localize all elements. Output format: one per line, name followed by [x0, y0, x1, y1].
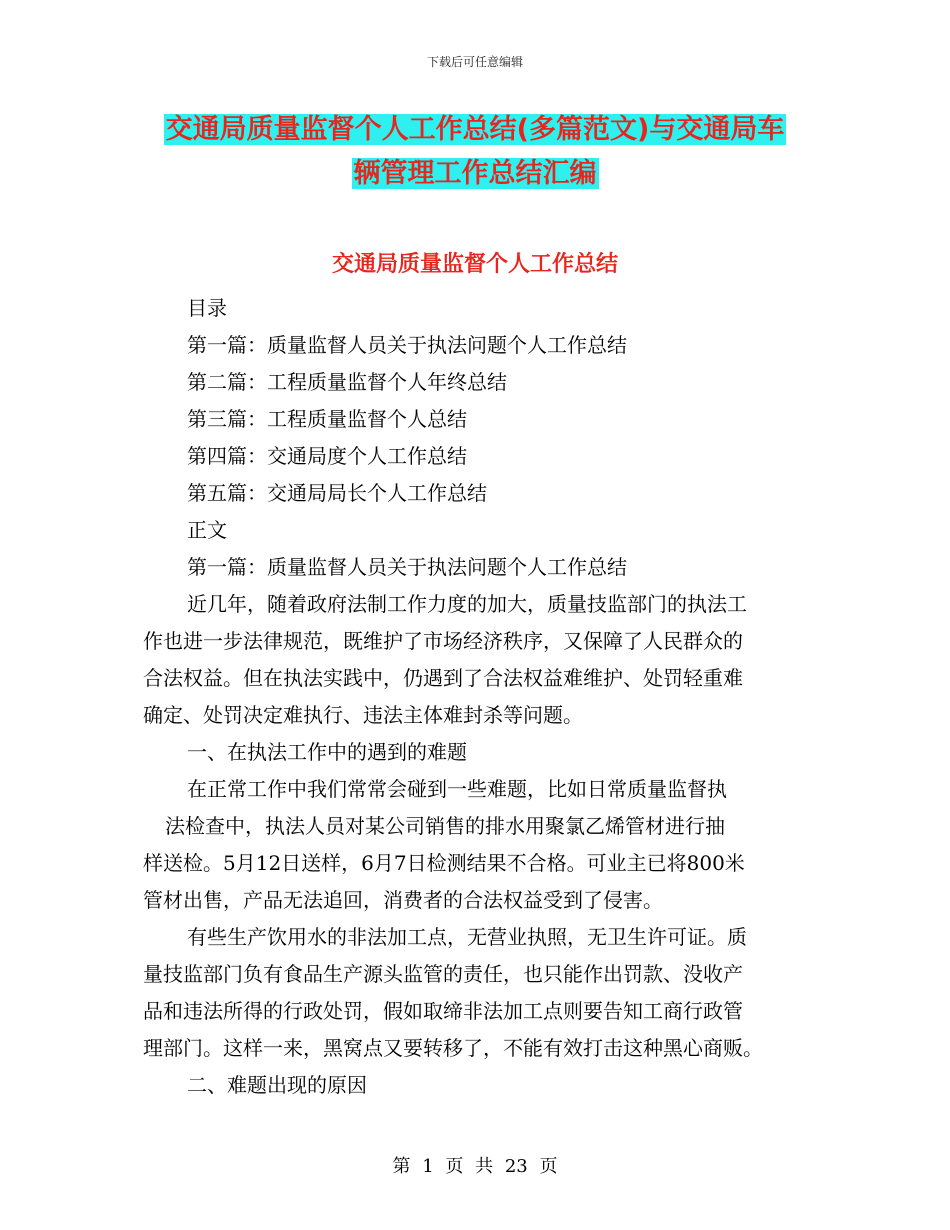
- toc-item-3: 第三篇：工程质量监督个人总结: [187, 407, 467, 431]
- paragraph-line: 作也进一步法律规范，既维护了市场经济秩序，又保障了人民群众的: [143, 629, 743, 653]
- paragraph-line: 近几年，随着政府法制工作力度的加大，质量技监部门的执法工: [187, 592, 747, 616]
- document-title-text-1: 交通局质量监督个人工作总结(多篇范文)与交通局车: [165, 114, 785, 145]
- subsection-heading-2: 二、难题出现的原因: [187, 1073, 367, 1097]
- paragraph-line: 品和违法所得的行政处罚，假如取缔非法加工点则要告知工商行政管: [143, 999, 743, 1023]
- toc-item-4: 第四篇：交通局度个人工作总结: [187, 444, 467, 468]
- paragraph-line: 管材出售，产品无法追回，消费者的合法权益受到了侵害。: [143, 888, 663, 912]
- paragraph-line: 样送检。5月12日送样，6月7日检测结果不合格。可业主已将800米: [143, 851, 745, 875]
- toc-heading: 目录: [187, 296, 227, 320]
- article-heading: 第一篇：质量监督人员关于执法问题个人工作总结: [187, 555, 627, 579]
- body-heading: 正文: [187, 518, 227, 542]
- paragraph-line: 在正常工作中我们常常会碰到一些难题，比如日常质量监督执: [187, 777, 727, 801]
- paragraph-line: 确定、处罚决定难执行、违法主体难封杀等问题。: [143, 703, 583, 727]
- document-title-line-1: [0, 110, 950, 150]
- section-title: 交通局质量监督个人工作总结: [331, 252, 618, 277]
- header-note: 下载后可任意编辑: [426, 55, 523, 69]
- paragraph-line: 量技监部门负有食品生产源头监管的责任，也只能作出罚款、没收产: [143, 962, 743, 986]
- toc-item-5: 第五篇：交通局局长个人工作总结: [187, 481, 487, 505]
- page-footer: 第 1 页 共 23 页: [392, 1156, 558, 1177]
- paragraph-line: 法检查中，执法人员对某公司销售的排水用聚氯乙烯管材进行抽: [165, 814, 725, 838]
- paragraph-line: 理部门。这样一来，黑窝点又要转移了，不能有效打击这种黑心商贩。: [143, 1036, 763, 1060]
- toc-item-1: 第一篇：质量监督人员关于执法问题个人工作总结: [187, 333, 627, 357]
- document-body: [143, 290, 808, 1104]
- document-title-text-2: 辆管理工作总结汇编: [353, 158, 597, 189]
- paragraph-line: 合法权益。但在执法实践中，仍遇到了合法权益难维护、处罚轻重难: [143, 666, 743, 690]
- document-title-line-2: [0, 154, 950, 194]
- toc-item-2: 第二篇：工程质量监督个人年终总结: [187, 370, 507, 394]
- paragraph-line: 有些生产饮用水的非法加工点，无营业执照，无卫生许可证。质: [187, 925, 747, 949]
- subsection-heading-1: 一、在执法工作中的遇到的难题: [187, 740, 467, 764]
